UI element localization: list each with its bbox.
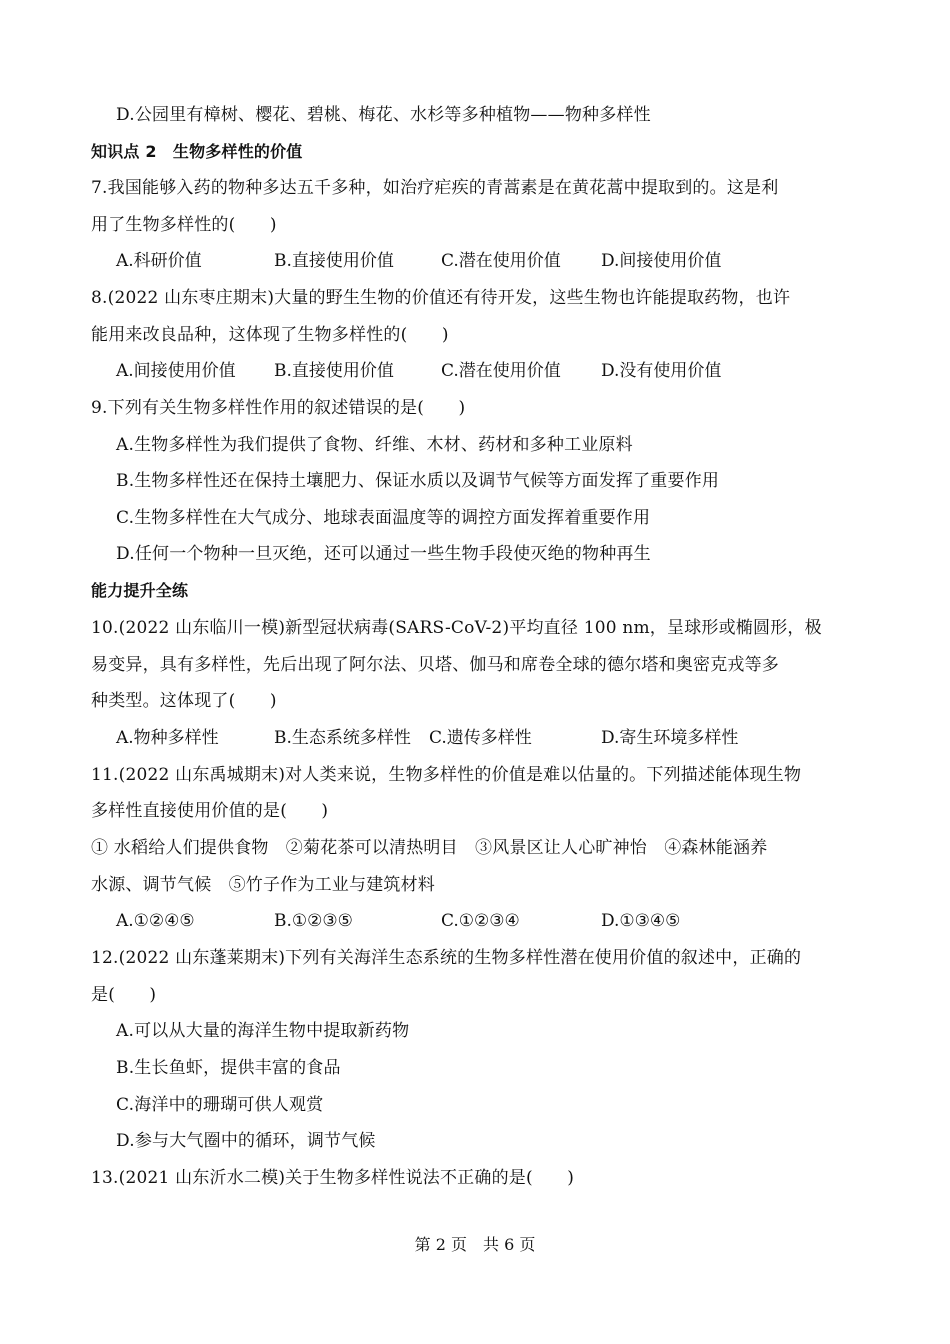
q10-option-a: A.物种多样性	[116, 728, 219, 748]
q7-option-b: B.直接使用价值	[274, 251, 394, 271]
q11-option-a: A.①②④⑤	[116, 911, 195, 931]
page-footer: 第 2 页 共 6 页	[414, 1235, 536, 1254]
q8-option-c: C.潜在使用价值	[441, 361, 561, 381]
q12-option-d: D.参与大气圈中的循环，调节气候	[116, 1131, 376, 1151]
q11-stem-line-1: 11.(2022 山东禹城期末)对人类来说，生物多样性的价值是难以估量的。下列描述能体现生物	[91, 765, 802, 785]
q7-stem-line-1: 7.我国能够入药的物种多达五千多种，如治疗疟疾的青蒿素是在黄花蒿中提取到的。这是利	[91, 178, 779, 198]
q10-option-c: C.遗传多样性	[429, 728, 532, 748]
q9-option-a: A.生物多样性为我们提供了食物、纤维、木材、药材和多种工业原料	[116, 435, 633, 455]
q7-option-c: C.潜在使用价值	[441, 251, 561, 271]
q10-option-b: B.生态系统多样性	[274, 728, 411, 748]
q12-stem-line-1: 12.(2022 山东蓬莱期末)下列有关海洋生态系统的生物多样性潜在使用价值的叙述中，正确的	[91, 948, 802, 968]
q10-stem-line-1: 10.(2022 山东临川一模)新型冠状病毒(SARS-CoV-2)平均直径 100 nm，呈球形或椭圆形，极	[91, 618, 822, 638]
q10-option-d: D.寄生环境多样性	[601, 728, 739, 748]
q7-options	[116, 246, 896, 276]
q12-option-b: B.生长鱼虾，提供丰富的食品	[116, 1058, 341, 1078]
q7-option-a: A.科研价值	[116, 251, 202, 271]
q9-option-b: B.生物多样性还在保持土壤肥力、保证水质以及调节气候等方面发挥了重要作用	[116, 471, 720, 491]
q10-stem-line-2: 易变异，具有多样性，先后出现了阿尔法、贝塔、伽马和席卷全球的德尔塔和奥密克戎等多	[91, 655, 779, 675]
q11-option-c: C.①②③④	[441, 911, 520, 931]
section-heading-ability: 能力提升全练	[91, 581, 189, 600]
q8-option-b: B.直接使用价值	[274, 361, 394, 381]
q10-options	[116, 723, 896, 753]
q8-stem-line-2: 能用来改良品种，这体现了生物多样性的( )	[91, 325, 449, 345]
q8-stem-line-1: 8.(2022 山东枣庄期末)大量的野生生物的价值还有待开发，这些生物也许能提取药物，也许	[91, 288, 791, 308]
q11-statements-line-1: ① 水稻给人们提供食物 ②菊花茶可以清热明目 ③风景区让人心旷神怡 ④森林能涵养	[91, 838, 768, 858]
q12-option-c: C.海洋中的珊瑚可供人观赏	[116, 1095, 324, 1115]
q13-stem: 13.(2021 山东沂水二模)关于生物多样性说法不正确的是( )	[91, 1168, 575, 1188]
q8-option-a: A.间接使用价值	[116, 361, 236, 381]
q10-stem-line-3: 种类型。这体现了( )	[91, 691, 277, 711]
q7-option-d: D.间接使用价值	[601, 251, 722, 271]
q6-option-d: D.公园里有樟树、樱花、碧桃、梅花、水杉等多种植物——物种多样性	[116, 105, 651, 125]
q12-option-a: A.可以从大量的海洋生物中提取新药物	[116, 1021, 410, 1041]
q8-option-d: D.没有使用价值	[601, 361, 722, 381]
q11-option-b: B.①②③⑤	[274, 911, 353, 931]
q11-statements-line-2: 水源、调节气候 ⑤竹子作为工业与建筑材料	[91, 875, 435, 895]
q12-stem-line-2: 是( )	[91, 985, 157, 1005]
q11-option-d: D.①③④⑤	[601, 911, 681, 931]
q11-options	[116, 906, 896, 936]
q9-option-d: D.任何一个物种一旦灭绝，还可以通过一些生物手段使灭绝的物种再生	[116, 544, 651, 564]
section-heading-knowledge-point-2: 知识点 2 生物多样性的价值	[91, 142, 303, 161]
q9-option-c: C.生物多样性在大气成分、地球表面温度等的调控方面发挥着重要作用	[116, 508, 651, 528]
q11-stem-line-2: 多样性直接使用价值的是( )	[91, 801, 329, 821]
q8-options	[116, 356, 896, 386]
q9-stem: 9.下列有关生物多样性作用的叙述错误的是( )	[91, 398, 466, 418]
q7-stem-line-2: 用了生物多样性的( )	[91, 215, 277, 235]
